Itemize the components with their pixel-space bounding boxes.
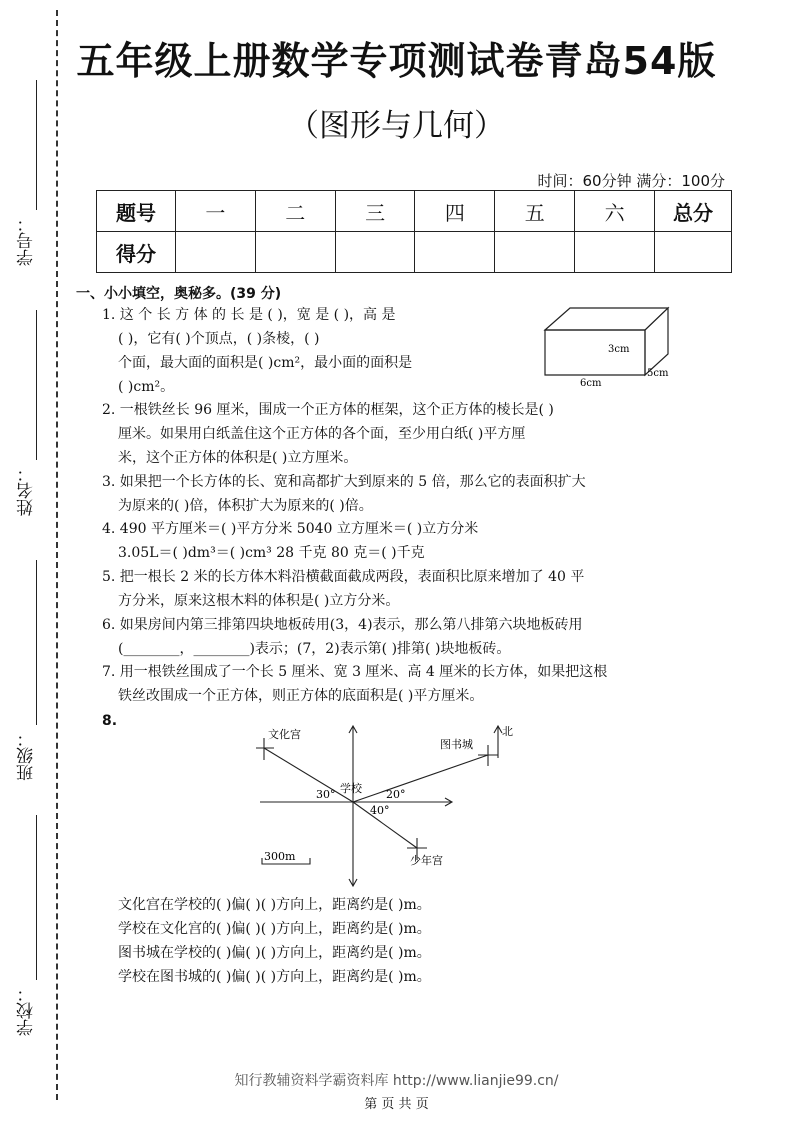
- q3-line: 3. 如果把一个长方体的长、宽和高都扩大到原来的 5 倍，那么它的表面积扩大: [102, 474, 586, 490]
- q5-line: 方分米，原来这根木料的体积是( )立方分米。: [118, 593, 400, 609]
- north-label: 北: [502, 725, 513, 738]
- q1-line: ( )cm²。: [118, 379, 175, 395]
- score-header-cell: 三: [335, 191, 415, 232]
- angle-label: 30°: [316, 788, 336, 801]
- cuboid-figure: [540, 300, 675, 390]
- score-header-cell: 一: [176, 191, 256, 232]
- class-field-line[interactable]: [36, 560, 37, 725]
- score-header-cell: 二: [255, 191, 335, 232]
- cuboid-height-label: 3cm: [608, 344, 630, 355]
- score-header-cell: 五: [495, 191, 575, 232]
- q1-line: 1. 这 个 长 方 体 的 长 是 ( )，宽 是 ( )，高 是: [102, 307, 396, 323]
- score-cell[interactable]: [415, 232, 495, 273]
- class-label: 班级：: [17, 730, 37, 781]
- school-field-line[interactable]: [36, 815, 37, 980]
- score-cell[interactable]: [655, 232, 732, 273]
- cuboid-width-label: 5cm: [647, 368, 669, 379]
- page-title: 五年级上册数学专项测试卷青岛54版: [76, 39, 717, 83]
- score-header-row: [97, 191, 732, 232]
- q5-line: 5. 把一根长 2 米的长方体木料沿横截面截成两段，表面积比原来增加了 40 平: [102, 569, 585, 585]
- name-field-line[interactable]: [36, 310, 37, 460]
- footer-page-number: 第 页 共 页: [364, 1097, 429, 1112]
- q2-line: 米，这个正方体的体积是( )立方厘米。: [118, 450, 358, 466]
- score-cell[interactable]: [495, 232, 575, 273]
- q8-line: 学校在图书城的( )偏( )( )方向上，距离约是( )m。: [118, 969, 431, 985]
- school-label: 学校：: [17, 985, 37, 1036]
- q6-line: (________，________)表示；(7，2)表示第( )排第( )块地板砖。: [118, 641, 511, 657]
- book-city-label: 图书城: [440, 738, 473, 751]
- q1-line: ( )，它有( )个顶点，( )条棱，( ): [118, 331, 320, 347]
- q2-line: 厘米。如果用白纸盖住这个正方体的各个面，至少用白纸( )平方厘: [118, 426, 526, 442]
- q8-number: 8.: [102, 713, 118, 729]
- score-header-cell: 六: [575, 191, 655, 232]
- score-header-cell: 题号: [97, 191, 176, 232]
- page-subtitle: （图形与几何）: [288, 108, 505, 144]
- youth-palace-label: 少年宫: [410, 854, 443, 867]
- score-cell[interactable]: [176, 232, 256, 273]
- q6-line: 6. 如果房间内第三排第四块地板砖用(3，4)表示，那么第八排第六块地板砖用: [102, 617, 583, 633]
- score-cell[interactable]: [255, 232, 335, 273]
- section-heading: 一、小小填空，奥秘多。(39 分): [76, 286, 282, 302]
- scale-label: 300m: [264, 850, 296, 863]
- q7-line: 铁丝改围成一个正方体，则正方体的底面积是( )平方厘米。: [118, 688, 484, 704]
- score-row-label: 得分: [97, 232, 176, 273]
- angle-label: 20°: [386, 788, 406, 801]
- score-cell[interactable]: [575, 232, 655, 273]
- name-label: 姓名：: [17, 465, 37, 516]
- q4-line: 3.05L＝( )dm³＝( )cm³ 28 千克 80 克＝( )千克: [118, 545, 425, 561]
- score-value-row: [97, 232, 732, 273]
- direction-map: [240, 718, 530, 893]
- binding-dashed-line: [56, 10, 58, 1100]
- school-label: 学校: [340, 782, 362, 795]
- cuboid-length-label: 6cm: [580, 378, 602, 389]
- time-info: 时间：60分钟 满分：100分: [537, 172, 725, 190]
- q1-line: 个面，最大面的面积是( )cm²，最小面的面积是: [118, 355, 413, 371]
- score-header-cell: 总分: [655, 191, 732, 232]
- culture-palace-label: 文化宫: [268, 728, 301, 741]
- q3-line: 为原来的( )倍，体积扩大为原来的( )倍。: [118, 498, 373, 514]
- q8-line: 图书城在学校的( )偏( )( )方向上，距离约是( )m。: [118, 945, 431, 961]
- q2-line: 2. 一根铁丝长 96 厘米，围成一个正方体的框架，这个正方体的棱长是( ): [102, 402, 554, 418]
- q4-line: 4. 490 平方厘米＝( )平方分米 5040 立方厘米＝( )立方分米: [102, 521, 479, 537]
- q7-line: 7. 用一根铁丝围成了一个长 5 厘米、宽 3 厘米、高 4 厘米的长方体，如果把这根: [102, 664, 608, 680]
- angle-label: 40°: [370, 804, 390, 817]
- score-table: [96, 190, 732, 273]
- id-label: 学号：: [17, 215, 37, 266]
- footer-site: 知行教辅资料学霸资料库 http://www.lianjie99.cn/: [234, 1073, 559, 1089]
- q8-line: 学校在文化宫的( )偏( )( )方向上，距离约是( )m。: [118, 921, 431, 937]
- q8-line: 文化宫在学校的( )偏( )( )方向上，距离约是( )m。: [118, 897, 431, 913]
- score-cell[interactable]: [335, 232, 415, 273]
- score-header-cell: 四: [415, 191, 495, 232]
